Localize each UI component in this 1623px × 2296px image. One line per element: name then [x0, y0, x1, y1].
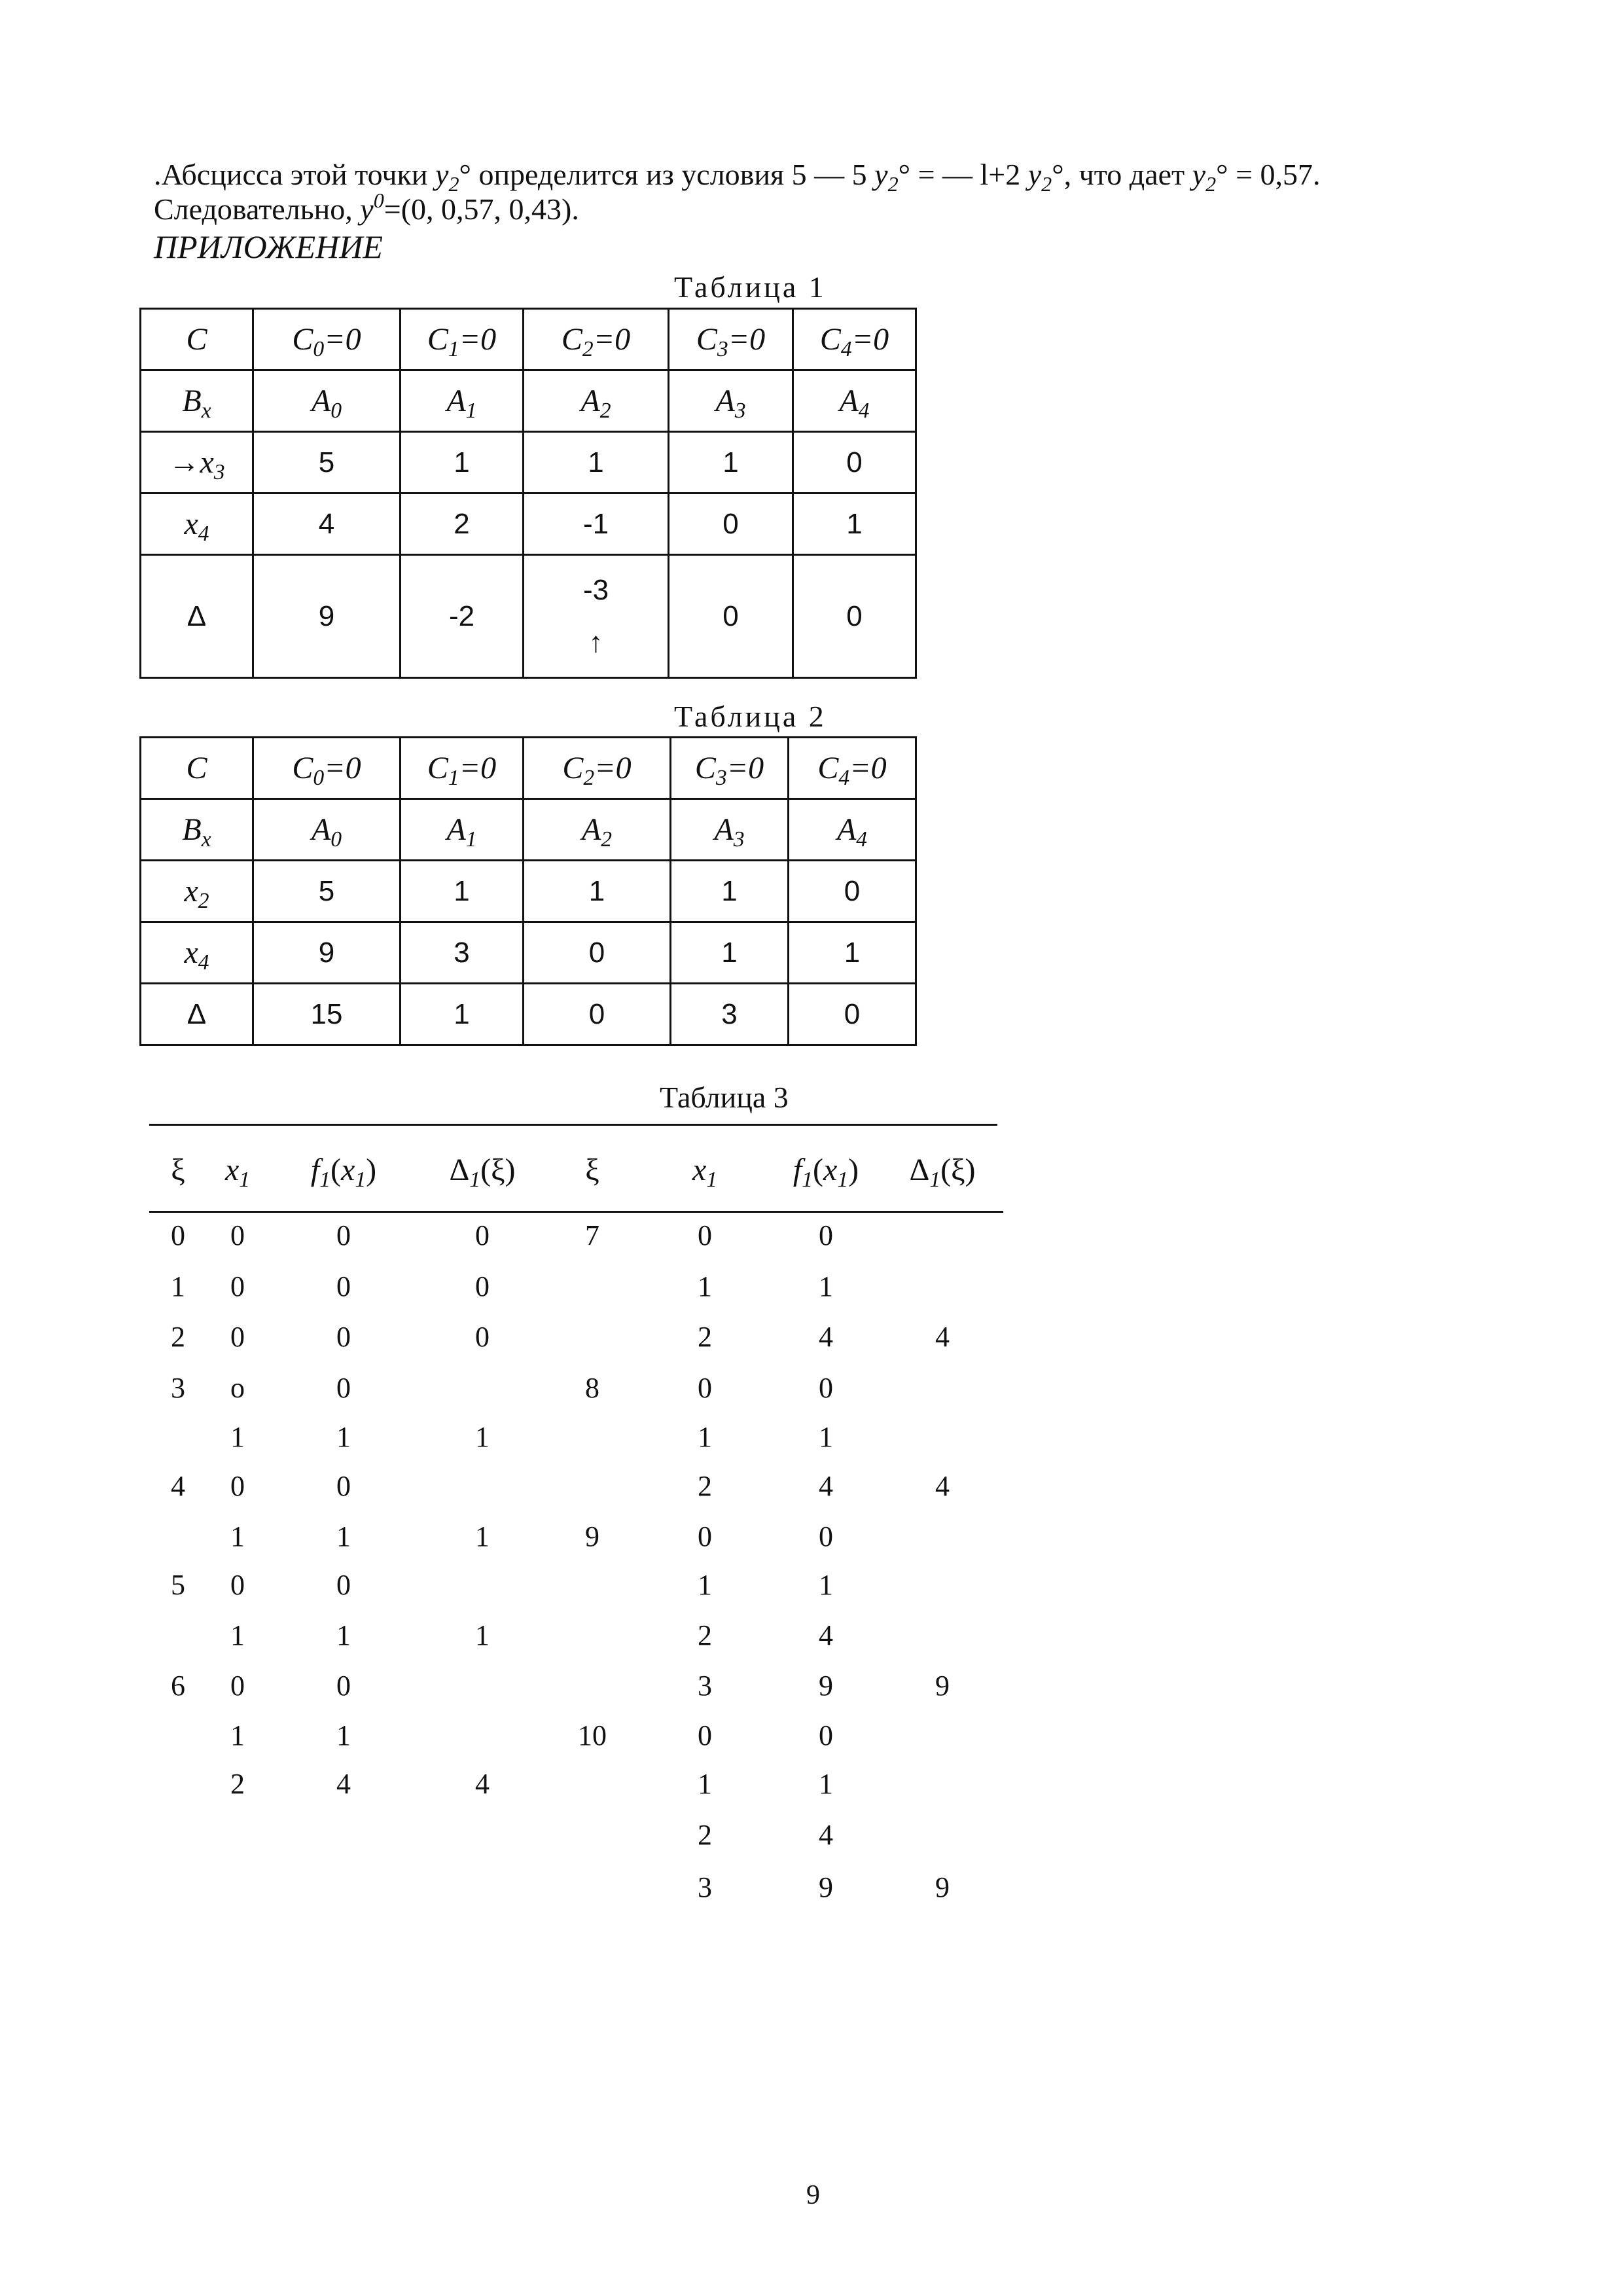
table3-cell: o	[230, 1372, 245, 1404]
table3-cell: 0	[475, 1321, 490, 1353]
table3-cell: 1	[230, 1719, 245, 1751]
table3-cell: 0	[698, 1719, 712, 1751]
table-cell: $x_4$	[141, 493, 253, 555]
table3-header-xi-2: ξ	[585, 1153, 599, 1187]
table3-cell: 0	[819, 1719, 833, 1751]
table-cell: 4	[253, 493, 401, 555]
table3-cell: 9	[585, 1520, 599, 1552]
table-cell: $A_1$	[401, 370, 524, 432]
table-cell: $B_x$	[141, 370, 253, 432]
table-cell: $\to x_3$	[141, 432, 253, 493]
table3-cell: 1	[336, 1619, 351, 1651]
table-cell: Δ	[141, 555, 253, 678]
table3-cell: 1	[230, 1619, 245, 1651]
table-cell: 0	[669, 493, 793, 555]
table-row	[141, 432, 916, 493]
table3-cell: 0	[230, 1670, 245, 1702]
table3-cell: 2	[230, 1768, 245, 1800]
table3-header-f1-x1-2: $f_1(x_1)$	[793, 1153, 859, 1192]
table3-cell: 1	[475, 1619, 490, 1651]
table3-header-x1: $x_1$	[224, 1153, 251, 1192]
table3-cell: 4	[819, 1470, 833, 1502]
table3-cell: 1	[336, 1421, 351, 1453]
table3-cell: 10	[578, 1719, 607, 1751]
table3-cell: 9	[819, 1871, 833, 1903]
table3-cell: 8	[585, 1372, 599, 1404]
table3-cell: 4	[819, 1619, 833, 1651]
paragraph-line-1: .Абсцисса этой точки $y_2^\circ$ определится из условия 5 — 5 $y_2^\circ$ = — l+2 $y_2^\circ$, что дает $y_2^\circ = 0,57$.	[154, 158, 1321, 196]
table3-cell: 2	[698, 1819, 712, 1851]
table3-header-x1-2: $x_1$	[692, 1153, 718, 1192]
table3-cell: 5	[171, 1569, 185, 1601]
table3-cell: 1	[819, 1270, 833, 1302]
table3-header-delta1-xi: $\Delta_1(\xi)$	[449, 1153, 516, 1192]
table3-cell: 1	[475, 1520, 490, 1552]
table3-cell: 2	[698, 1619, 712, 1651]
table3-cell: 1	[171, 1270, 185, 1302]
table3-cell: 0	[819, 1219, 833, 1251]
simplex-table-2	[139, 736, 917, 1046]
table-cell: -2	[401, 555, 524, 678]
table3-cell: 1	[230, 1520, 245, 1552]
table3-cell: 0	[336, 1569, 351, 1601]
table3-cell: 9	[935, 1871, 950, 1903]
table3-cell: 0	[230, 1321, 245, 1353]
table3-cell: 0	[230, 1569, 245, 1601]
header-cell: $C_1=0$	[401, 309, 524, 370]
table-cell: 1	[401, 432, 524, 493]
table3-cell: 1	[475, 1421, 490, 1453]
table-cell: $A_4$	[793, 370, 916, 432]
table3-header-f1-x1: $f_1(x_1)$	[310, 1153, 377, 1192]
table3-cell: 0	[336, 1321, 351, 1353]
table-row: Δ 15 1 0 3 0	[141, 984, 916, 1045]
table-cell: 1	[793, 493, 916, 555]
table3-cell: 9	[935, 1670, 950, 1702]
header-cell: C	[141, 309, 253, 370]
table3-cell: 0	[336, 1372, 351, 1404]
table3-cell: 0	[475, 1270, 490, 1302]
table3-cell: 0	[475, 1219, 490, 1251]
table3-cell: 2	[698, 1321, 712, 1353]
table-cell: 2	[401, 493, 524, 555]
table1-caption: Таблица 1	[674, 270, 827, 304]
table3-cell: 3	[698, 1871, 712, 1903]
table3-cell: 0	[336, 1670, 351, 1702]
table3-cell: 1	[698, 1768, 712, 1800]
table-cell: 5	[253, 432, 401, 493]
simplex-table-1	[139, 308, 917, 679]
page-number: 9	[806, 2180, 820, 2210]
table3-cell: 0	[230, 1219, 245, 1251]
table-cell: $A_0$	[253, 370, 401, 432]
header-cell: $C_0=0$	[253, 309, 401, 370]
header-cell: $C_2=0$	[524, 309, 669, 370]
table3-cell: 4	[935, 1470, 950, 1502]
table-cell: $A_3$	[669, 370, 793, 432]
header-cell: $C_3=0$	[669, 309, 793, 370]
table-row	[141, 493, 916, 555]
table3-cell: 2	[171, 1321, 185, 1353]
pivot-cell: -3 ↑	[524, 555, 669, 678]
table3-cell: 4	[171, 1470, 185, 1502]
table3-cell: 4	[475, 1768, 490, 1800]
table3-cell: 0	[230, 1470, 245, 1502]
table3-header-rule	[149, 1211, 1003, 1213]
up-arrow-icon: ↑	[588, 626, 603, 658]
table3-cell: 6	[171, 1670, 185, 1702]
table3-cell: 4	[819, 1819, 833, 1851]
table3-header-delta1-xi-2: $\Delta_1(\xi)$	[909, 1153, 976, 1192]
table3-cell: 9	[819, 1670, 833, 1702]
header-cell: $C_4=0$	[793, 309, 916, 370]
table3-cell: 4	[336, 1768, 351, 1800]
table-cell: 1	[669, 432, 793, 493]
table3-cell: 0	[698, 1219, 712, 1251]
table3-cell: 0	[698, 1520, 712, 1552]
table3-cell: 1	[230, 1421, 245, 1453]
table3-cell: 0	[698, 1372, 712, 1404]
table3-header-xi: ξ	[171, 1153, 185, 1187]
table3-cell: 1	[819, 1569, 833, 1601]
table3-cell: 3	[171, 1372, 185, 1404]
table3-cell: 1	[698, 1421, 712, 1453]
table3-cell: 0	[336, 1270, 351, 1302]
table-cell: 0	[793, 432, 916, 493]
table2-caption: Таблица 2	[674, 700, 827, 733]
table-row	[141, 370, 916, 432]
table-row	[141, 555, 916, 678]
appendix-heading: ПРИЛОЖЕНИЕ	[154, 228, 383, 265]
table-row: $x_4$ 9 3 0 1 1	[141, 922, 916, 984]
table3-cell: 1	[819, 1421, 833, 1453]
table3-caption: Таблица 3	[660, 1081, 789, 1114]
table3-cell: 0	[230, 1270, 245, 1302]
table3-cell: 1	[336, 1520, 351, 1552]
table-cell: 9	[253, 555, 401, 678]
table3-cell: 4	[819, 1321, 833, 1353]
table3-cell: 0	[336, 1470, 351, 1502]
table3-cell: 0	[819, 1372, 833, 1404]
table3-cell: 1	[698, 1270, 712, 1302]
table-cell: 0	[669, 555, 793, 678]
table3-top-rule	[149, 1124, 997, 1126]
table3-cell: 0	[171, 1219, 185, 1251]
table3-cell: 1	[336, 1719, 351, 1751]
table-row: $B_x$ $A_0$ $A_1$ $A_2$ $A_3$ $A_4$	[141, 799, 916, 861]
table3-cell: 1	[698, 1569, 712, 1601]
table3-cell: 0	[819, 1520, 833, 1552]
table-cell: 0	[793, 555, 916, 678]
table-row: $x_2$ 5 1 1 1 0	[141, 861, 916, 922]
table-cell: -1	[524, 493, 669, 555]
table3-cell: 7	[585, 1219, 599, 1251]
table3-cell: 4	[935, 1321, 950, 1353]
table-cell: $A_2$	[524, 370, 669, 432]
table3-cell: 1	[819, 1768, 833, 1800]
table3-cell: 3	[698, 1670, 712, 1702]
table-row: C $C_0=0$ $C_1=0$ $C_2=0$ $C_3=0$ $C_4=0$	[141, 738, 916, 799]
table3-cell: 2	[698, 1470, 712, 1502]
table-row	[141, 309, 916, 370]
paragraph-line-2: Следовательно, $y^0=(0$, 0,57, 0,43).	[154, 188, 579, 226]
table3-cell: 0	[336, 1219, 351, 1251]
table-cell: 1	[524, 432, 669, 493]
